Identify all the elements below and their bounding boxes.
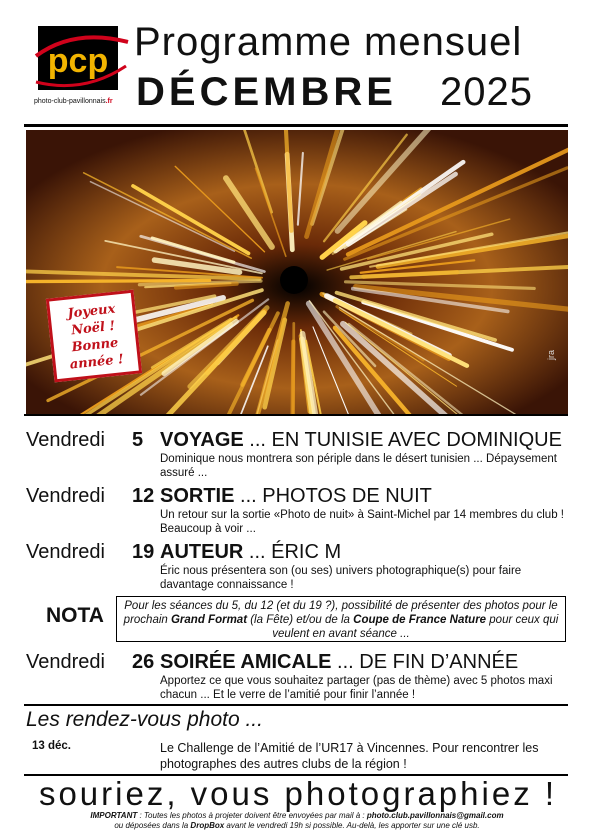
event-description: Apportez ce que vous souhaitez partager (pas de thème) avec 5 photos maxi chacun ... Et le verre de l’amitié pour finir l’année ! [160,675,553,701]
event-day: Vendredi [26,651,105,673]
rdv-description: Le Challenge de l’Amitié de l’UR17 à Vincennes. Pour rencontrer les photographes des autres clubs de la région ! [160,741,539,771]
events-divider [24,704,568,706]
event-description: Un retour sur la sortie «Photo de nuit» à Saint-Michel par 14 membres du club ! Beaucoup à voir ... [160,509,564,535]
event-date: 26 [132,651,155,673]
header-divider [24,124,568,127]
logo-site-name: photo-club-pavillonnais.fr [34,98,113,105]
event-day: Vendredi [26,485,105,507]
photo-divider [24,414,568,416]
greeting-sticker: Joyeux Noël ! Bonne année ! [46,290,142,383]
event-day: Vendredi [26,541,105,563]
event-type: SOIRÉE AMICALE [160,651,332,673]
month-heading: DÉCEMBRE [136,70,397,114]
event-item [26,650,576,702]
event-title: ... EN TUNISIE AVEC DOMINIQUE [243,429,562,451]
event-title: ... PHOTOS DE NUIT [234,485,432,507]
tagline: souriez, vous photographiez ! [38,775,558,812]
svg-text:pcp: pcp [47,42,109,80]
event-item [26,540,576,592]
event-title: ... DE FIN D’ANNÉE [331,651,519,673]
event-item [26,428,576,480]
photo-credit: jra [546,349,556,360]
rdv-date: 13 déc. [32,740,71,752]
logo-swoosh-icon [34,22,130,98]
event-type: SORTIE [160,485,235,507]
nota-box: Pour les séances du 5, du 12 (et du 19 ?), possibilité de présenter des photos pour le prochain Grand Format (la Fête) et/ou de la Coupe de France Nature pour ceux qui veulent en avant séance ... [116,596,566,642]
event-type: AUTEUR [160,541,244,563]
year-heading: 2025 [440,70,533,114]
event-description: Éric nous présentera son (ou ses) univers photographique(s) pour faire davantage connaissance ! [160,565,522,591]
nota-label: NOTA [46,604,104,627]
event-title: ... ÉRIC M [243,541,342,563]
event-date: 19 [132,541,155,563]
page-title: Programme mensuel [134,20,523,64]
footnote: IMPORTANT : Toutes les photos à projeter doivent être envoyées par mail à : photo.club.pavillonnais@gmail.com ou déposées dans la DropBox avant le vendredi 19h si possible. Au-delà, les apporter sur une clé usb. [90,811,504,830]
event-type: VOYAGE [160,429,244,451]
event-date: 5 [132,429,144,451]
rdv-heading: Les rendez-vous photo ... [26,708,263,731]
event-day: Vendredi [26,429,105,451]
light-ray [26,280,210,281]
event-item [26,484,576,536]
event-description: Dominique nous montrera son périple dans le désert tunisien ... Dépaysement assuré ... [160,453,557,479]
light-ray [292,342,293,414]
event-date: 12 [132,485,155,507]
